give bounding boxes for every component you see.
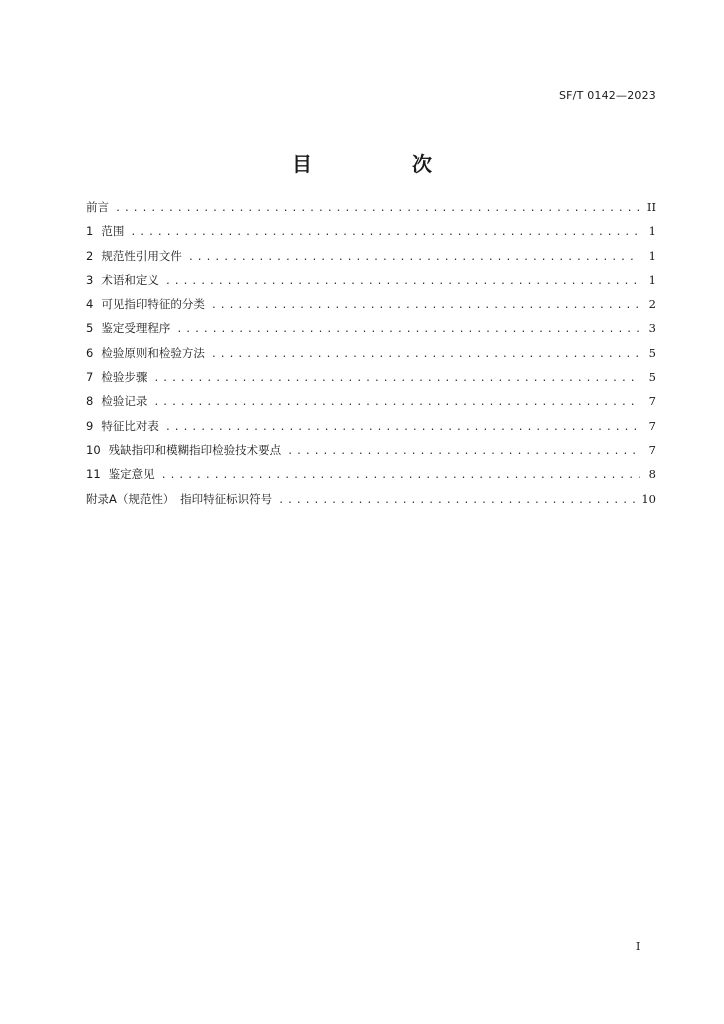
toc-entry-number: 9 [86, 418, 94, 433]
page-number: I [636, 940, 641, 953]
toc-entry-page: 1 [648, 272, 656, 287]
toc-entry-2[interactable] [86, 248, 656, 272]
toc-entry-5[interactable] [86, 320, 656, 344]
toc-entry-page: 1 [648, 224, 656, 239]
toc-entry-number: 5 [86, 321, 94, 336]
toc-leader-dots [165, 422, 640, 433]
toc-leader-dots [165, 276, 640, 287]
toc-entry-text: 范围 [101, 224, 125, 239]
document-code: SF/T 0142—2023 [558, 89, 656, 102]
toc-entry-text: 鉴定受理程序 [101, 321, 171, 336]
toc-entry-8[interactable] [86, 393, 656, 417]
toc-entry-page: 7 [648, 394, 656, 409]
toc-leader-dots [115, 203, 640, 214]
toc-entry-11[interactable] [86, 466, 656, 490]
toc-leader-dots [153, 373, 640, 384]
toc-entry-1[interactable] [86, 223, 656, 247]
toc-entry-text: 检验原则和检验方法 [101, 345, 205, 360]
toc-leader-dots [211, 300, 640, 311]
toc-entry-number: 1 [86, 224, 94, 239]
toc-entry-number: 7 [86, 370, 94, 385]
toc-entry-page: 3 [648, 321, 656, 336]
toc-entry-text: 规范性引用文件 [101, 248, 182, 263]
toc-entry-text: 附录A（规范性） 指印特征标识符号 [86, 491, 273, 506]
toc-leader-dots [211, 349, 640, 360]
table-of-contents [86, 199, 656, 515]
toc-entry-text: 特征比对表 [101, 418, 159, 433]
toc-entry-page: 8 [648, 467, 656, 482]
toc-leader-dots [176, 324, 640, 335]
toc-entry-10[interactable] [86, 442, 656, 466]
toc-entry-page: 1 [648, 248, 656, 263]
toc-entry-text: 前言 [86, 200, 109, 214]
toc-entry-text: 术语和定义 [101, 272, 159, 287]
toc-entry-number: 4 [86, 297, 94, 312]
toc-entry-page: 2 [648, 297, 656, 312]
toc-entry-number: 3 [86, 272, 94, 287]
toc-entry-text: 鉴定意见 [108, 467, 155, 482]
toc-entry-appendix-a[interactable] [86, 491, 656, 515]
toc-leader-dots [130, 227, 640, 238]
toc-entry-3[interactable] [86, 272, 656, 296]
toc-leader-dots [188, 252, 640, 263]
toc-entry-number: 10 [86, 442, 101, 457]
toc-leader-dots [287, 446, 640, 457]
toc-leader-dots [153, 397, 640, 408]
toc-leader-dots [278, 495, 635, 506]
toc-entry-7[interactable] [86, 369, 656, 393]
toc-entry-page: 5 [648, 370, 656, 385]
toc-entry-text: 可见指印特征的分类 [101, 297, 205, 312]
toc-entry-number: 6 [86, 345, 94, 360]
toc-entry-number: 8 [86, 394, 94, 409]
toc-entry-text: 检验步骤 [101, 370, 148, 385]
toc-entry-4[interactable] [86, 296, 656, 320]
toc-entry-number: 2 [86, 248, 94, 263]
page-title: 目 次 [292, 152, 472, 176]
toc-entry-6[interactable] [86, 345, 656, 369]
toc-entry-page: 10 [641, 491, 656, 506]
toc-entry-foreword[interactable] [86, 199, 656, 223]
toc-entry-page: 7 [648, 442, 656, 457]
toc-entry-9[interactable] [86, 418, 656, 442]
toc-leader-dots [161, 470, 640, 481]
toc-entry-page: II [646, 200, 656, 214]
toc-entry-text: 残缺指印和模糊指印检验技术要点 [108, 442, 282, 457]
toc-entry-page: 5 [648, 345, 656, 360]
toc-entry-text: 检验记录 [101, 394, 148, 409]
toc-entry-number: 11 [86, 467, 101, 482]
toc-entry-page: 7 [648, 418, 656, 433]
